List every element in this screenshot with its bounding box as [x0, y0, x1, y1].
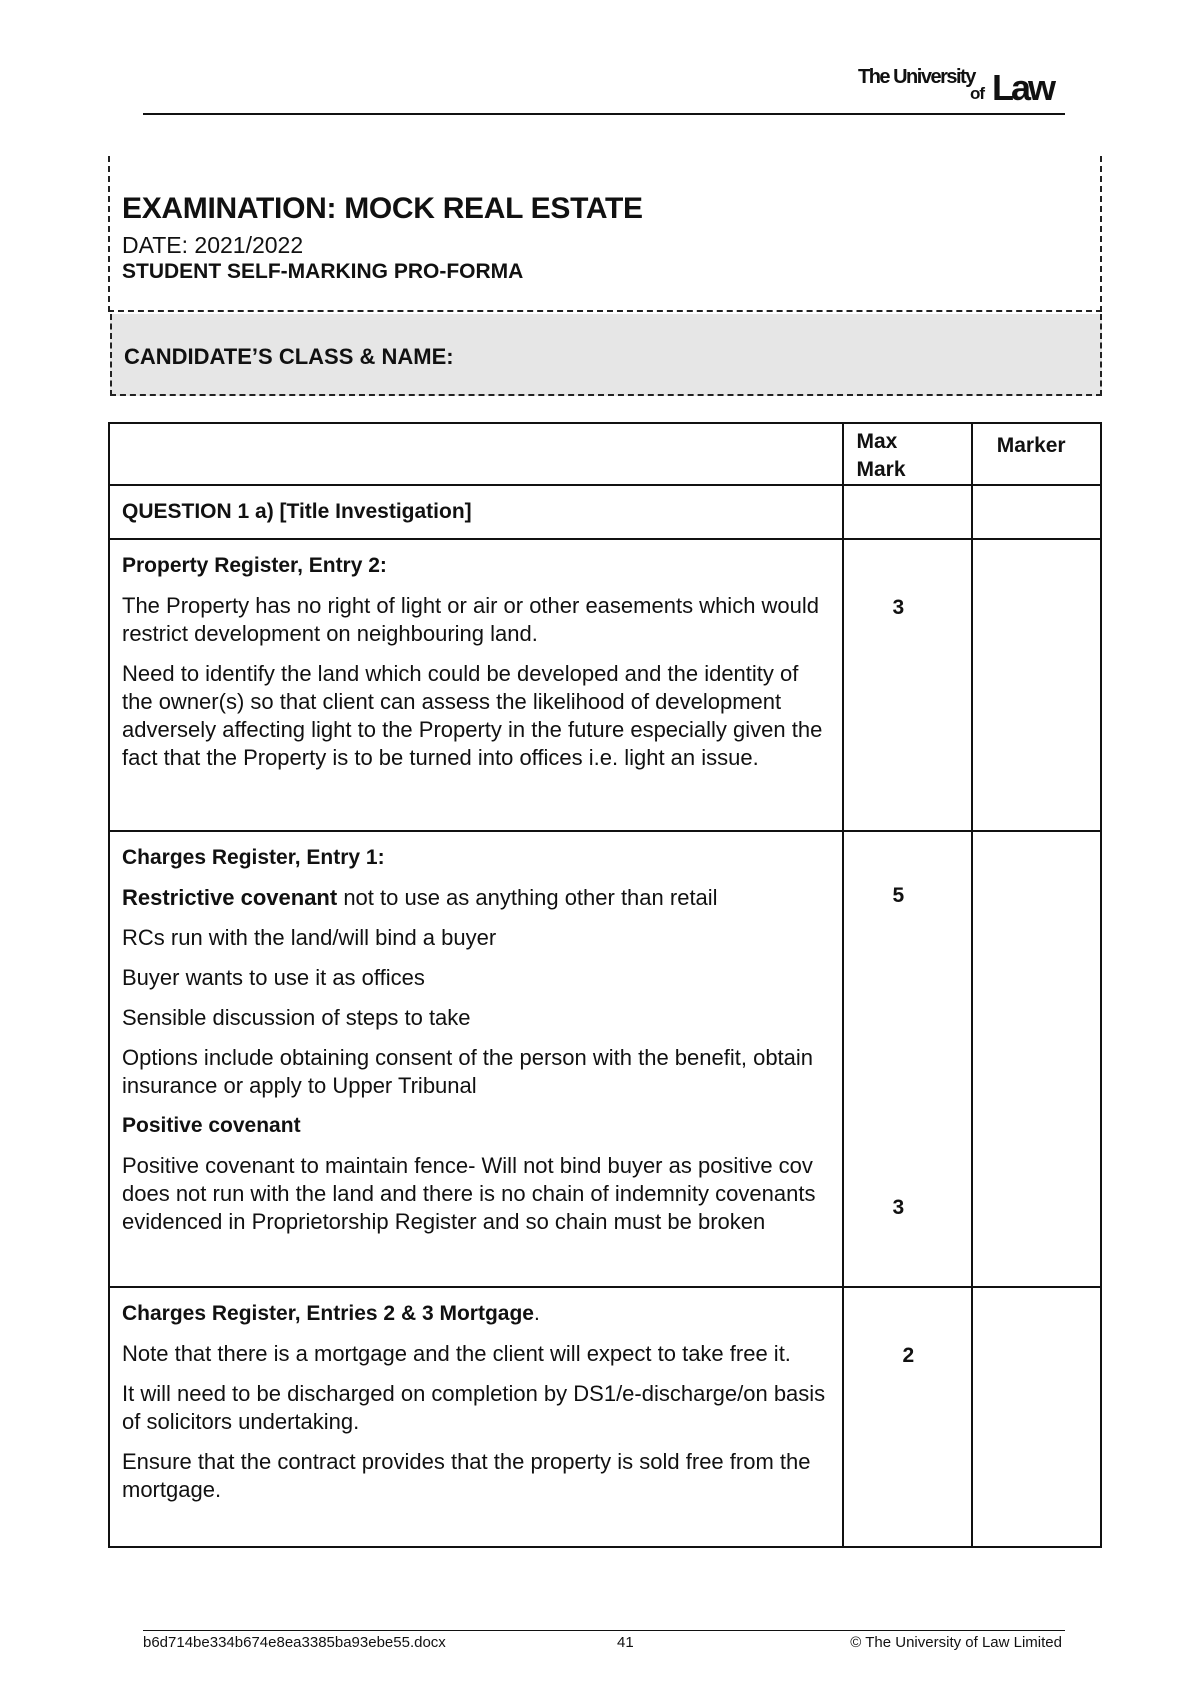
max-label: Max: [856, 430, 898, 453]
max-mark-cell: [843, 1287, 971, 1547]
marker-cell[interactable]: [972, 831, 1101, 1287]
section-text: Buyer wants to use it as offices: [122, 965, 425, 990]
exam-subtitle: STUDENT SELF-MARKING PRO-FORMA: [122, 260, 524, 283]
table-header-row: [109, 423, 1101, 485]
candidate-label: CANDIDATE’S CLASS & NAME:: [124, 344, 454, 369]
exam-date: DATE: 2021/2022: [122, 232, 304, 258]
restrictive-covenant-term: Restrictive covenant: [122, 885, 338, 910]
exam-title: EXAMINATION: MOCK REAL ESTATE: [122, 192, 643, 225]
question-cell: [109, 485, 843, 539]
max-mark-value: 3: [892, 596, 905, 619]
table-row: [109, 1287, 1101, 1547]
section-text: [122, 884, 828, 912]
section-heading: Charges Register, Entry 1:: [122, 846, 385, 869]
section-text: Need to identify the land which could be developed and the identity of the owner(s) so that client can assess the likelihood of development adversely affecting light to the Property in the future especially given the fact that the Property is to be turned into offices i.e. light an issue.: [122, 661, 823, 770]
section-text: Note that there is a mortgage and the client will expect to take free it.: [122, 1341, 791, 1366]
section-heading: Property Register, Entry 2:: [122, 554, 387, 577]
header-divider: [143, 113, 1065, 115]
logo-text-of: of: [970, 84, 985, 103]
mortgage-heading-suffix: .: [533, 1302, 540, 1325]
question-max-cell: [843, 485, 971, 539]
university-logo: [858, 66, 1068, 110]
footer-page-number: 41: [617, 1634, 634, 1651]
max-mark-cell: [843, 539, 971, 831]
candidate-name-box: [110, 314, 1102, 396]
question-title: QUESTION 1 a) [Title Investigation]: [122, 500, 472, 523]
logo-text-law: Law: [992, 67, 1054, 108]
header-max-mark: [843, 423, 971, 485]
question-marker-cell: [972, 485, 1101, 539]
section-text: Ensure that the contract provides that the property is sold free from the mortgage.: [122, 1449, 811, 1502]
section-text: The Property has no right of light or air or other easements which would restrict development on neighbouring land.: [122, 593, 820, 646]
max-mark-value: 5: [892, 884, 905, 907]
marking-table: [108, 422, 1102, 1548]
exam-title-box: [108, 156, 1102, 312]
footer-divider: [143, 1630, 1065, 1631]
footer-copyright: © The University of Law Limited: [850, 1634, 1062, 1651]
header-blank-cell: [109, 423, 843, 485]
table-row: [109, 539, 1101, 831]
mortgage-heading: Charges Register, Entries 2 & 3 Mortgage: [122, 1302, 534, 1325]
question-row: [109, 485, 1101, 539]
max-mark-value: 2: [902, 1344, 915, 1367]
restrictive-covenant-text: not to use as anything other than retail: [337, 885, 718, 910]
section-text: Positive covenant to maintain fence- Will not bind buyer as positive cov does not run with the land and there is no chain of indemnity covenants evidenced in Proprietorship Register and so chain must be broken: [122, 1153, 816, 1234]
section-subheading: Positive covenant: [122, 1114, 301, 1137]
footer-doc-id: b6d714be334b674e8ea3385ba93ebe55.docx: [143, 1634, 446, 1651]
section-text: Sensible discussion of steps to take: [122, 1005, 471, 1030]
max-mark-value: 3: [892, 1196, 905, 1219]
section-text: Options include obtaining consent of the person with the benefit, obtain insurance or apply to Upper Tribunal: [122, 1045, 814, 1098]
marker-cell[interactable]: [972, 1287, 1101, 1547]
section-text: RCs run with the land/will bind a buyer: [122, 925, 497, 950]
marker-cell[interactable]: [972, 539, 1101, 831]
section-charges-entries-2-3: [109, 1287, 843, 1547]
header-marker: [972, 423, 1101, 485]
mark-label: Mark: [856, 458, 906, 481]
max-mark-cell: [843, 831, 971, 1287]
table-row: [109, 831, 1101, 1287]
section-text: It will need to be discharged on completion by DS1/e-discharge/on basis of solicitors undertaking.: [122, 1381, 826, 1434]
logo-text-university: The University: [858, 66, 975, 88]
section-heading: [122, 1300, 828, 1328]
section-charges-entry-1: [109, 831, 843, 1287]
marker-label: Marker: [996, 434, 1066, 457]
section-property-register: [109, 539, 843, 831]
